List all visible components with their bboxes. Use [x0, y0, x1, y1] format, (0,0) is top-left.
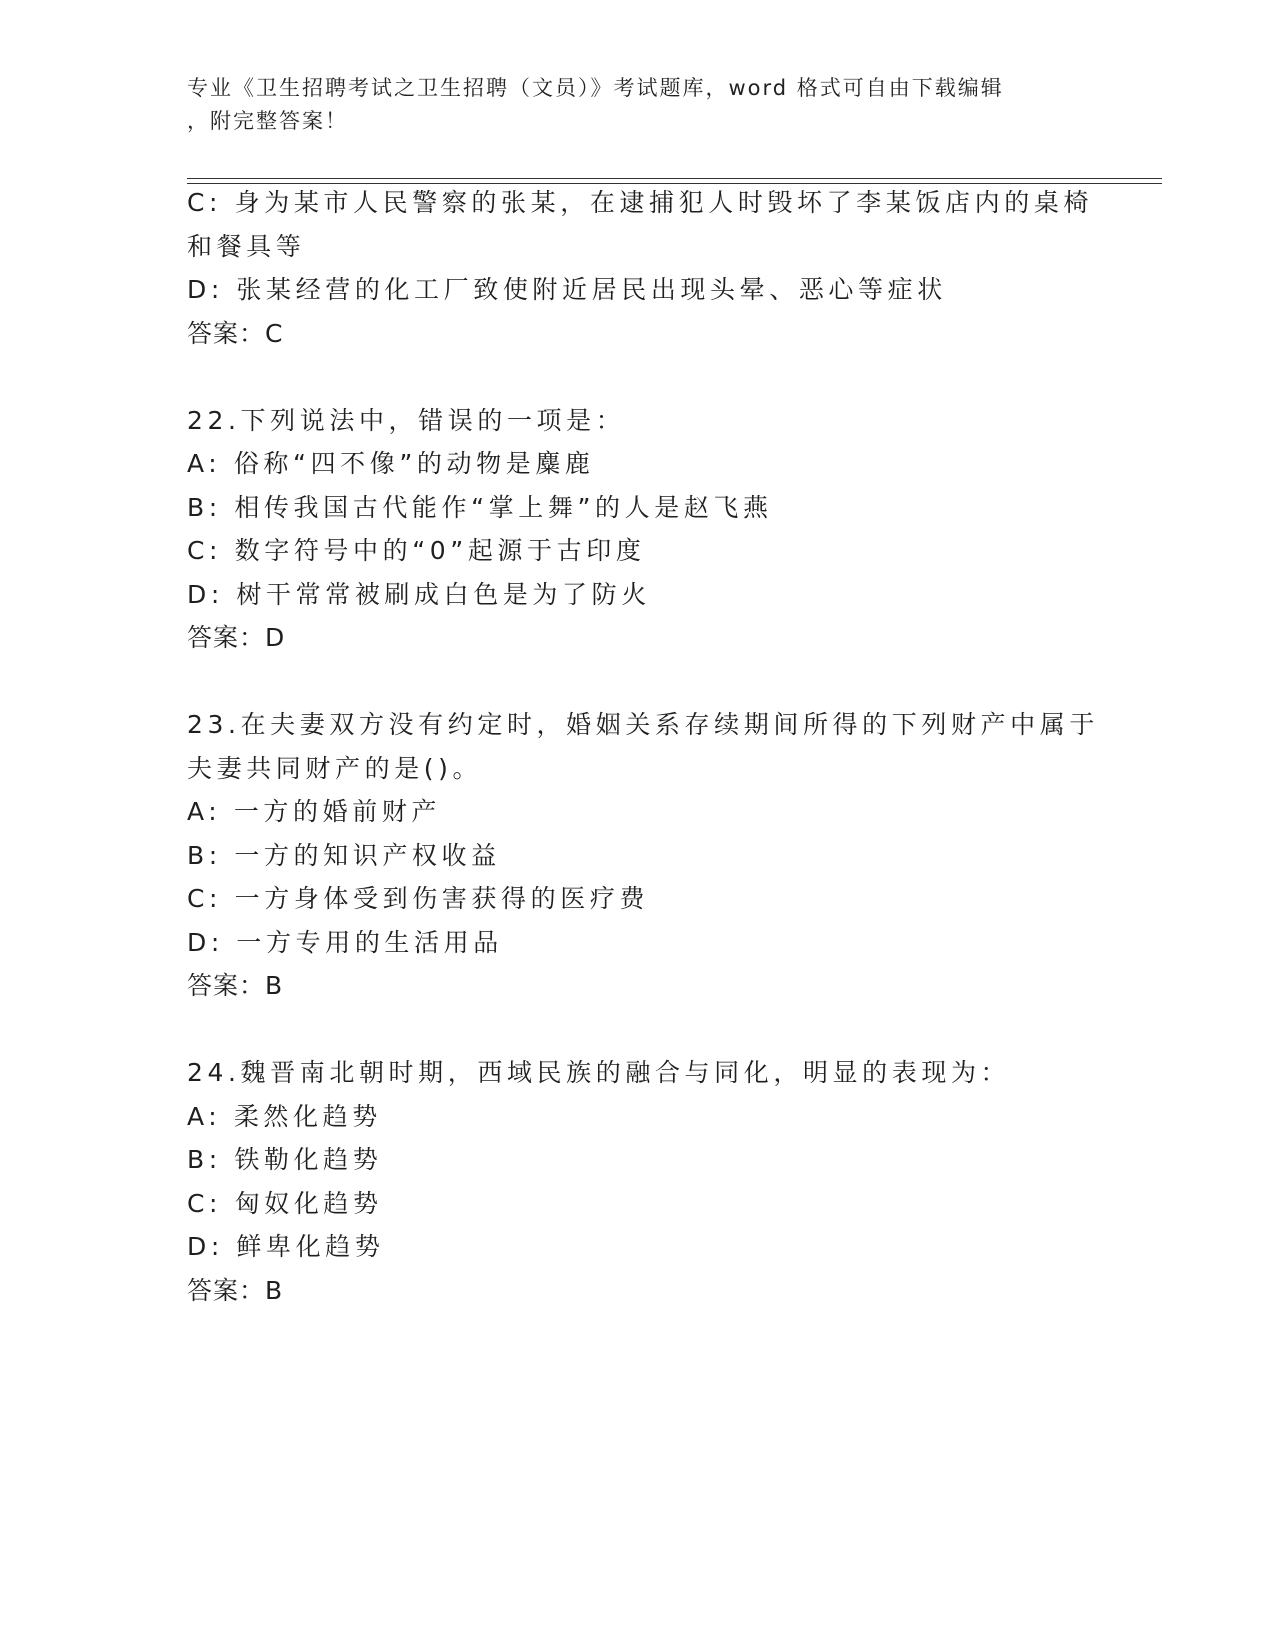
q23-option-d: D: 一方专用的生活用品 — [187, 928, 503, 957]
q23-stem-line-2: 夫妻共同财产的是()。 — [187, 754, 483, 783]
q22-option-c: C: 数字符号中的“0”起源于古印度 — [187, 536, 646, 565]
q24-option-d: D: 鲜卑化趋势 — [187, 1232, 385, 1261]
q23-stem-line-1: 23.在夫妻双方没有约定时，婚姻关系存续期间所得的下列财产中属于 — [187, 710, 1099, 739]
q24-stem: 24.魏晋南北朝时期，西域民族的融合与同化，明显的表现为： — [187, 1058, 1011, 1087]
q24-option-a: A: 柔然化趋势 — [187, 1102, 382, 1131]
header-line-2: ，附完整答案！ — [187, 109, 348, 133]
q21-option-c-line-1: C: 身为某市人民警察的张某，在逮捕犯人时毁坏了李某饭店内的桌椅 — [187, 188, 1094, 217]
q21-option-c-line-2: 和餐具等 — [187, 232, 306, 261]
q21-answer: 答案：C — [187, 319, 284, 348]
q24-option-c: C: 匈奴化趋势 — [187, 1189, 383, 1218]
q24-option-b: B: 铁勒化趋势 — [187, 1145, 383, 1174]
document-header — [187, 72, 1077, 138]
q21-option-d: D: 张某经营的化工厂致使附近居民出现头晕、恶心等症状 — [187, 275, 947, 304]
q22-answer: 答案：D — [187, 623, 286, 652]
q23-answer: 答案：B — [187, 971, 284, 1000]
header-divider-top — [187, 178, 1162, 179]
q24-answer: 答案：B — [187, 1276, 284, 1305]
q22-option-d: D: 树干常常被刷成白色是为了防火 — [187, 580, 651, 609]
q23-option-c: C: 一方身体受到伤害获得的医疗费 — [187, 884, 650, 913]
q23-option-b: B: 一方的知识产权收益 — [187, 841, 501, 870]
q23-option-a: A: 一方的婚前财产 — [187, 797, 442, 826]
header-line-1: 专业《卫生招聘考试之卫生招聘（文员）》考试题库，word 格式可自由下载编辑 — [187, 76, 1004, 100]
q22-option-b: B: 相传我国古代能作“掌上舞”的人是赵飞燕 — [187, 493, 773, 522]
q22-option-a: A: 俗称“四不像”的动物是麋鹿 — [187, 449, 595, 478]
q22-stem: 22.下列说法中，错误的一项是： — [187, 406, 626, 435]
